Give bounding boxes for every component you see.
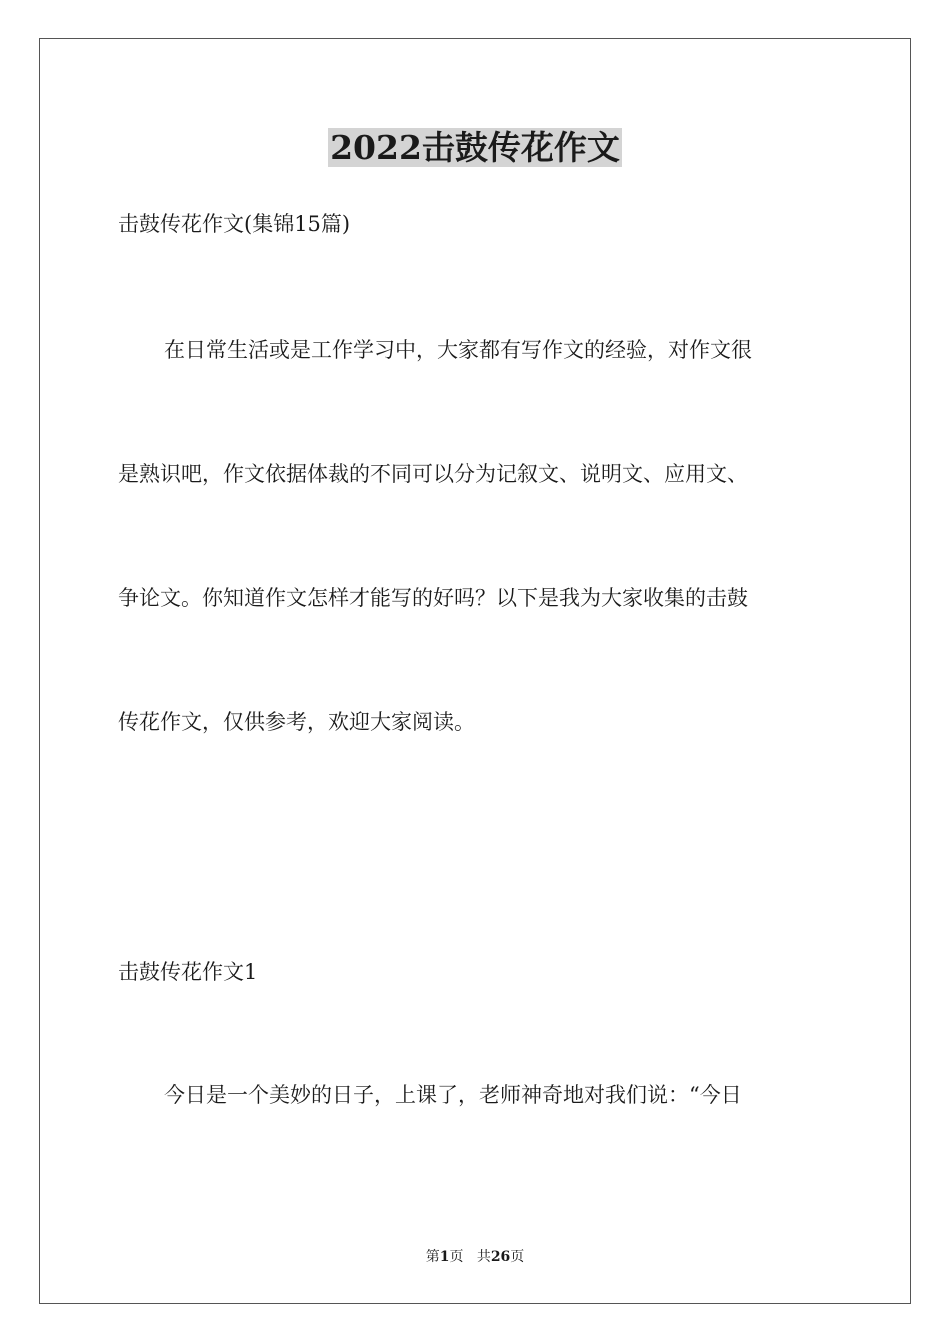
document-title [0, 127, 950, 169]
page-suffix: 页 [449, 1249, 464, 1265]
total-suffix: 页 [510, 1249, 525, 1265]
page-prefix: 第 [425, 1249, 440, 1265]
total-prefix: 共 [476, 1249, 491, 1265]
document-title-text: 2022击鼓传花作文 [330, 128, 620, 167]
intro-line-1: 在日常生活或是工作学习中，大家都有写作文的经验，对作文很 [164, 338, 752, 362]
intro-line-2: 是熟识吧，作文依据体裁的不同可以分为记叙文、说明文、应用文、 [118, 462, 748, 486]
section-heading: 击鼓传花作文1 [118, 960, 258, 984]
page-footer [0, 1247, 950, 1267]
page-number: 1 [439, 1249, 450, 1265]
section-body-line-1: 今日是一个美妙的日子，上课了，老师神奇地对我们说：“今日 [164, 1083, 742, 1107]
total-pages: 26 [490, 1249, 511, 1265]
intro-line-3: 争论文。你知道作文怎样才能写的好吗？以下是我为大家收集的击鼓 [118, 586, 748, 610]
document-subtitle: 击鼓传花作文(集锦15篇) [118, 212, 351, 236]
intro-line-4: 传花作文，仅供参考，欢迎大家阅读。 [118, 710, 475, 734]
